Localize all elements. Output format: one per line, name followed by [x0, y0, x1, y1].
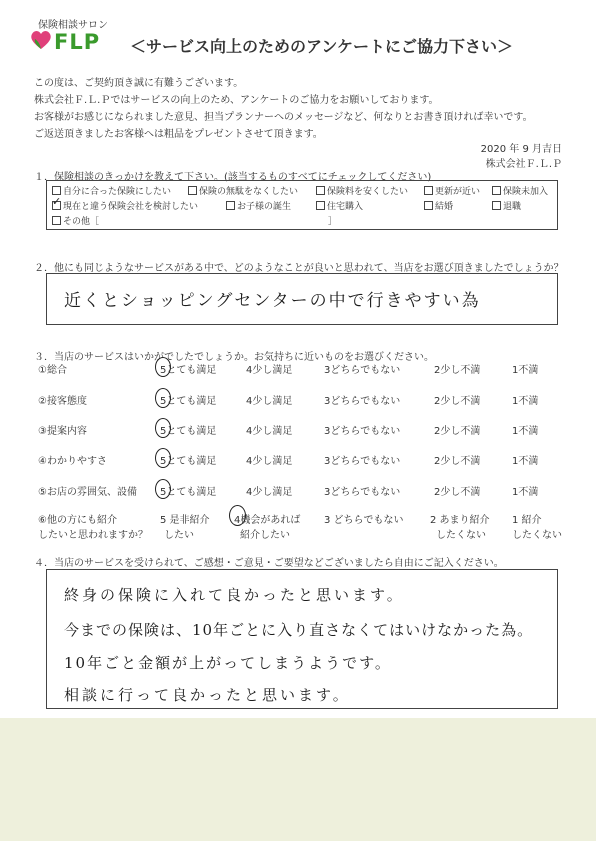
q1-other-close: ］	[328, 217, 338, 227]
checkbox-icon[interactable]	[316, 186, 325, 195]
logo-subtitle: 保険相談サロン	[38, 20, 108, 31]
checkbox-icon[interactable]	[226, 201, 235, 210]
q3-option[interactable]: 1不満	[512, 456, 539, 467]
page-title: ＜サービス向上のためのアンケートにご協力下さい＞	[130, 37, 514, 56]
q3-option[interactable]: 1不満	[512, 426, 539, 437]
q1-option-label: 保険の無駄をなくしたい	[199, 187, 299, 197]
q3-option[interactable]: 3どちらでもない	[324, 456, 401, 467]
intro-line-4: ご返送頂きましたお客様へは粗品をプレゼントさせて頂きます。	[34, 129, 323, 140]
selection-circle-icon	[155, 418, 171, 438]
checkbox-icon[interactable]	[188, 186, 197, 195]
q1-option[interactable]	[492, 184, 548, 197]
q3-refer-option[interactable]: 5 是非紹介	[160, 515, 210, 526]
q1-option-label: その他［	[63, 217, 100, 227]
q3-refer-option-sub: したくない	[436, 530, 486, 541]
q3-option[interactable]: 5とても満足	[160, 396, 217, 407]
q3-row-label: ②接客態度	[38, 396, 87, 407]
q1-option-label: 住宅購入	[327, 202, 364, 212]
q4-title: ４．当店のサービスを受けられて、ご感想・ご意見・ご要望などございましたら自由にご記入ください。	[34, 558, 504, 569]
q3-option[interactable]: 4少し満足	[246, 456, 293, 467]
checkbox-icon[interactable]	[52, 216, 61, 225]
intro-line-1: この度は、ご契約頂き誠に有難うございます。	[34, 78, 244, 89]
company-name: 株式会社Ｆ.Ｌ.Ｐ	[485, 159, 562, 170]
q3-refer-option-sub: 紹介したい	[240, 530, 290, 541]
q1-option-label: お子様の誕生	[237, 202, 292, 212]
selection-circle-icon	[155, 448, 171, 468]
selection-circle-icon	[155, 479, 171, 499]
q1-option-label: 現在と違う保険会社を検討したい	[63, 202, 199, 212]
checkmark-icon[interactable]	[52, 201, 61, 210]
q1-option-label: 保険未加入	[503, 187, 549, 197]
q3-option[interactable]: 5とても満足	[160, 426, 217, 437]
q3-refer-option[interactable]: 3 どちらでもない	[324, 515, 404, 526]
q4-handwritten-line: 相談に行って良かったと思います。	[64, 686, 351, 704]
q3-refer-label-1: ⑥他の方にも紹介	[38, 515, 117, 526]
q3-refer-option-sub: したくない	[512, 530, 562, 541]
q1-option[interactable]	[316, 184, 408, 197]
q3-row-label: ③提案内容	[38, 426, 87, 437]
q3-option[interactable]: 2少し不満	[434, 487, 481, 498]
q3-option[interactable]: 3どちらでもない	[324, 365, 401, 376]
q1-option[interactable]	[424, 199, 453, 212]
q1-option-label: 保険料を安くしたい	[327, 187, 409, 197]
checkbox-icon[interactable]	[492, 201, 501, 210]
q1-option[interactable]	[424, 184, 480, 197]
q3-refer-option[interactable]: 2 あまり紹介	[430, 515, 490, 526]
q3-option[interactable]: 4少し満足	[246, 426, 293, 437]
q3-option[interactable]: 5とても満足	[160, 487, 217, 498]
intro-line-2: 株式会社Ｆ.Ｌ.Ｐではサービスの向上のため、アンケートのご協力をお願いしております。	[34, 95, 439, 106]
checkbox-icon[interactable]	[424, 201, 433, 210]
q3-option[interactable]: 3どちらでもない	[324, 487, 401, 498]
q3-option[interactable]: 4少し満足	[246, 365, 293, 376]
issue-date: 2020 年 9 月吉日	[480, 144, 562, 155]
q4-handwritten-line: 10年ごと金額が上がってしまうようです。	[64, 654, 392, 672]
q1-option[interactable]	[492, 199, 521, 212]
q1-option-other[interactable]	[52, 214, 99, 227]
q3-option[interactable]: 2少し不満	[434, 365, 481, 376]
selection-circle-icon	[155, 357, 171, 377]
q1-option[interactable]	[52, 184, 171, 197]
q3-refer-label-2: したいと思われますか？	[38, 530, 148, 541]
q1-option[interactable]	[188, 184, 298, 197]
q4-handwritten-line: 今までの保険は、10年ごとに入り直さなくてはいけなかった為。	[64, 621, 534, 639]
q1-option[interactable]	[226, 199, 291, 212]
q3-option[interactable]: 3どちらでもない	[324, 396, 401, 407]
q3-option[interactable]: 2少し不満	[434, 456, 481, 467]
q4-handwritten-line: 終身の保険に入れて良かったと思います。	[64, 586, 405, 604]
q3-option[interactable]: 3どちらでもない	[324, 426, 401, 437]
q3-title: ３．当店のサービスはいかがでしたでしょうか。お気持ちに近いものをお選びください。	[34, 352, 434, 363]
heart-logo-icon	[30, 30, 52, 50]
checkbox-icon[interactable]	[424, 186, 433, 195]
q1-option-label: 退職	[503, 202, 522, 212]
checkbox-icon[interactable]	[52, 186, 61, 195]
q1-option[interactable]	[316, 199, 363, 212]
q3-refer-option[interactable]: 4機会があれば	[234, 515, 301, 526]
q3-option[interactable]: 1不満	[512, 365, 539, 376]
q1-option-label: 自分に合った保険にしたい	[63, 187, 172, 197]
q1-title: １．保険相談のきっかけを教えて下さい。(該当するものすべてにチェックしてください)	[34, 172, 432, 183]
q3-row-label: ①総合	[38, 365, 67, 376]
q3-option[interactable]: 1不満	[512, 396, 539, 407]
q3-refer-option-sub: したい	[164, 530, 194, 541]
q3-option[interactable]: 4少し満足	[246, 396, 293, 407]
q3-option[interactable]: 4少し満足	[246, 487, 293, 498]
selection-circle-icon	[229, 505, 246, 526]
q3-option[interactable]: 2少し不満	[434, 396, 481, 407]
q2-title: ２．他にも同じようなサービスがある中で、どのようなことが良いと思われて、当店をお選び頂きましたでしょうか？	[34, 263, 564, 274]
q1-option-label: 結婚	[435, 202, 454, 212]
q3-row-label: ⑤お店の雰囲気、設備	[38, 487, 137, 498]
q3-refer-option[interactable]: 1 紹介	[512, 515, 542, 526]
q1-option[interactable]	[52, 199, 198, 212]
intro-line-3: お客様がお感じになられました意見、担当プランナーへのメッセージなど、何なりとお書き頂ければ幸いです。	[34, 112, 533, 123]
q3-option[interactable]: 2少し不満	[434, 426, 481, 437]
q2-handwritten-answer: 近くとショッピングセンターの中で行きやすい為	[64, 291, 481, 311]
q3-row-label: ④わかりやすさ	[38, 456, 107, 467]
checkbox-icon[interactable]	[316, 201, 325, 210]
logo-text: FLP	[54, 30, 101, 54]
q1-option-label: 更新が近い	[435, 187, 481, 197]
checkbox-icon[interactable]	[492, 186, 501, 195]
q3-option[interactable]: 5とても満足	[160, 365, 217, 376]
q3-option[interactable]: 5とても満足	[160, 456, 217, 467]
selection-circle-icon	[155, 388, 171, 408]
q3-option[interactable]: 1不満	[512, 487, 539, 498]
